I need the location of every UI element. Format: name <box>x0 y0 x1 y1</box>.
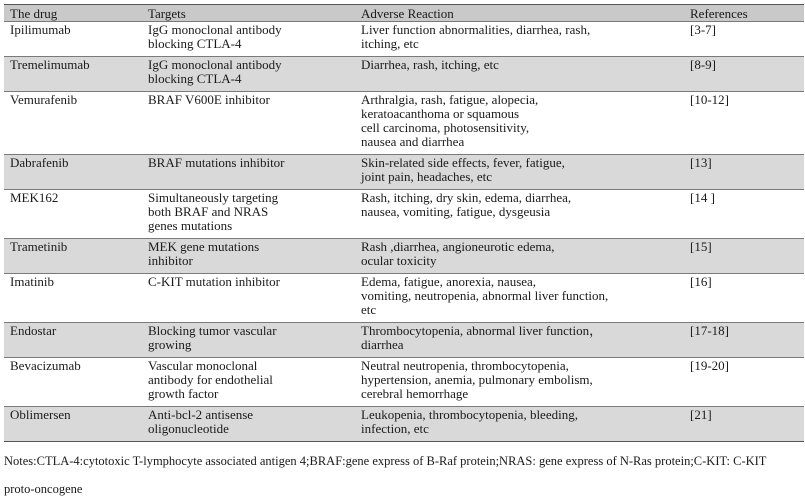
cell-targets: Blocking tumor vascular growing <box>142 323 355 358</box>
cell-drug: Ipilimumab <box>4 22 142 57</box>
cell-targets: IgG monoclonal antibody blocking CTLA-4 <box>142 57 355 92</box>
notes-line-1: Notes:CTLA-4:cytotoxic T-lymphocyte associated antigen 4;BRAF:gene express of B-Raf protein;NRAS: gene express of N-Ras protein;C-KIT: C-KIT <box>4 454 767 468</box>
table-row <box>4 155 804 190</box>
table-notes <box>4 447 804 503</box>
cell-references: [13] <box>684 155 804 190</box>
cell-references: [15] <box>684 239 804 274</box>
cell-targets: Simultaneously targeting both BRAF and NRAS genes mutations <box>142 190 355 239</box>
cell-drug: MEK162 <box>4 190 142 239</box>
cell-drug: Vemurafenib <box>4 92 142 155</box>
cell-targets: C-KIT mutation inhibitor <box>142 274 355 323</box>
cell-drug: Bevacizumab <box>4 358 142 407</box>
table-row <box>4 407 804 442</box>
cell-adverse-reaction: Rash ,diarrhea, angioneurotic edema, ocular toxicity <box>355 239 684 274</box>
cell-targets: IgG monoclonal antibody blocking CTLA-4 <box>142 22 355 57</box>
cell-drug: Tremelimumab <box>4 57 142 92</box>
table-row <box>4 190 804 239</box>
table-row <box>4 358 804 407</box>
cell-references: [21] <box>684 407 804 442</box>
notes-line-2: proto-oncogene <box>4 482 83 496</box>
cell-references: [16] <box>684 274 804 323</box>
cell-targets: Vascular monoclonal antibody for endothelial growth factor <box>142 358 355 407</box>
header-adverse-reaction: Adverse Reaction <box>355 5 684 22</box>
cell-drug: Trametinib <box>4 239 142 274</box>
cell-references: [14 ] <box>684 190 804 239</box>
table-row <box>4 57 804 92</box>
table-row <box>4 274 804 323</box>
cell-drug: Dabrafenib <box>4 155 142 190</box>
table-row <box>4 22 804 57</box>
header-targets: Targets <box>142 5 355 22</box>
table-header-row <box>4 5 804 22</box>
cell-drug: Oblimersen <box>4 407 142 442</box>
cell-adverse-reaction: Liver function abnormalities, diarrhea, rash, itching, etc <box>355 22 684 57</box>
cell-adverse-reaction: Diarrhea, rash, itching, etc <box>355 57 684 92</box>
cell-adverse-reaction: Leukopenia, thrombocytopenia, bleeding, infection, etc <box>355 407 684 442</box>
table-row <box>4 323 804 358</box>
table-row <box>4 239 804 274</box>
drug-table-container <box>4 4 804 442</box>
cell-drug: Imatinib <box>4 274 142 323</box>
header-references: References <box>684 5 804 22</box>
drug-adverse-reaction-table <box>4 4 804 442</box>
cell-adverse-reaction: Edema, fatigue, anorexia, nausea, vomiting, neutropenia, abnormal liver function, etc <box>355 274 684 323</box>
cell-adverse-reaction: Neutral neutropenia, thrombocytopenia, hypertension, anemia, pulmonary embolism, cerebral hemorrhage <box>355 358 684 407</box>
table-row <box>4 92 804 155</box>
cell-adverse-reaction: Thrombocytopenia, abnormal liver function， diarrhea <box>355 323 684 358</box>
cell-adverse-reaction: Arthralgia, rash, fatigue, alopecia, keratoacanthoma or squamous cell carcinoma, photosensitivity, nausea and diarrhea <box>355 92 684 155</box>
cell-references: [3-7] <box>684 22 804 57</box>
cell-adverse-reaction: Rash, itching, dry skin, edema, diarrhea, nausea, vomiting, fatigue, dysgeusia <box>355 190 684 239</box>
cell-targets: MEK gene mutations inhibitor <box>142 239 355 274</box>
cell-drug: Endostar <box>4 323 142 358</box>
cell-references: [10-12] <box>684 92 804 155</box>
cell-targets: Anti-bcl-2 antisense oligonucleotide <box>142 407 355 442</box>
cell-targets: BRAF V600E inhibitor <box>142 92 355 155</box>
cell-references: [8-9] <box>684 57 804 92</box>
table-body <box>4 22 804 442</box>
cell-targets: BRAF mutations inhibitor <box>142 155 355 190</box>
cell-references: [17-18] <box>684 323 804 358</box>
header-drug: The drug <box>4 5 142 22</box>
cell-adverse-reaction: Skin-related side effects, fever, fatigue, joint pain, headaches, etc <box>355 155 684 190</box>
cell-references: [19-20] <box>684 358 804 407</box>
